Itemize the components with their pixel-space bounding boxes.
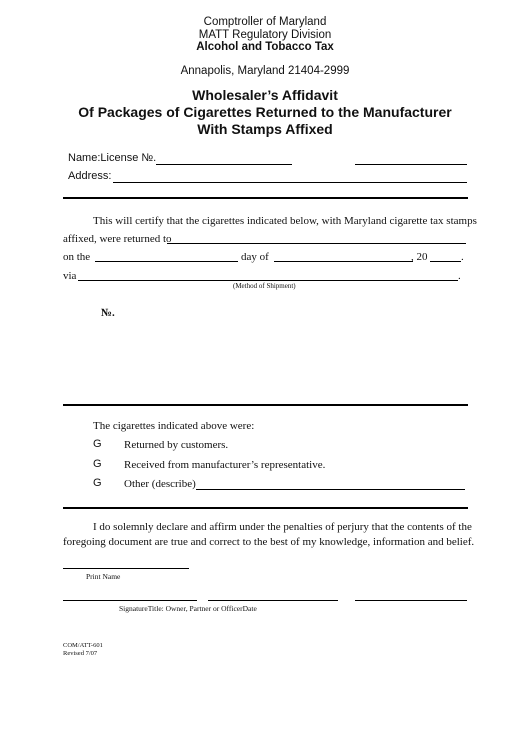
option-label: Returned by customers. [124, 439, 229, 451]
name-license-label: Name:License №. [68, 152, 157, 164]
option-label: Received from manufacturer’s representative. [124, 459, 326, 471]
month-field[interactable] [274, 261, 413, 262]
day-of-label: day of [241, 251, 269, 263]
section-divider [63, 404, 468, 406]
via-label: via [63, 270, 77, 282]
revised-date: Revised 7/07 [63, 650, 98, 657]
period: . [461, 251, 464, 263]
form-id: COM/ATT-601 [63, 642, 103, 649]
section-divider [63, 507, 468, 509]
returned-to-field[interactable] [167, 243, 466, 244]
checkbox-received-from-manufacturer[interactable]: G [93, 458, 102, 470]
period: . [458, 270, 461, 282]
tax-name: Alcohol and Tobacco Tax [196, 41, 334, 53]
name-field[interactable] [156, 164, 292, 165]
title-field[interactable] [208, 600, 338, 601]
signature-field[interactable] [63, 600, 197, 601]
form-title-line2: Of Packages of Cigarettes Returned to the Manufacturer [78, 104, 452, 120]
date-field[interactable] [355, 600, 467, 601]
address-field[interactable] [113, 182, 467, 183]
signature-labels: SignatureTitle: Owner, Partner or OfficerDate [119, 604, 257, 613]
day-field[interactable] [95, 261, 238, 262]
address-label: Address: [68, 170, 112, 182]
license-number-field[interactable] [355, 164, 467, 165]
shipment-method-field[interactable] [78, 280, 458, 281]
division-name: MATT Regulatory Division [198, 29, 332, 41]
agency-address: Annapolis, Maryland 21404-2999 [180, 65, 350, 77]
form-title-line1: Wholesaler’s Affidavit [192, 87, 338, 103]
print-name-field[interactable] [63, 568, 189, 569]
number-label: №. [101, 307, 115, 319]
declaration-line2: foregoing document are true and correct to the best of my knowledge, information and belief. [63, 536, 475, 548]
agency-name: Comptroller of Maryland [203, 16, 327, 28]
certify-line1: This will certify that the cigarettes indicated below, with Maryland cigarette tax stamps [93, 215, 477, 227]
returned-heading: The cigarettes indicated above were: [93, 420, 255, 432]
print-name-label: Print Name [86, 572, 121, 581]
checkbox-other[interactable]: G [93, 477, 102, 489]
option-label: Other (describe) [124, 478, 196, 490]
year-label: , 20 [411, 251, 428, 263]
year-field[interactable] [430, 261, 461, 262]
certify-line2: affixed, were returned to [63, 233, 172, 245]
form-title-line3: With Stamps Affixed [197, 121, 333, 137]
checkbox-returned-by-customers[interactable]: G [93, 438, 102, 450]
on-the-label: on the [63, 251, 91, 263]
declaration-line1: I do solemnly declare and affirm under the penalties of perjury that the contents of the [93, 521, 472, 533]
section-divider [63, 197, 468, 199]
method-caption: (Method of Shipment) [233, 282, 296, 290]
other-describe-field[interactable] [196, 489, 465, 490]
